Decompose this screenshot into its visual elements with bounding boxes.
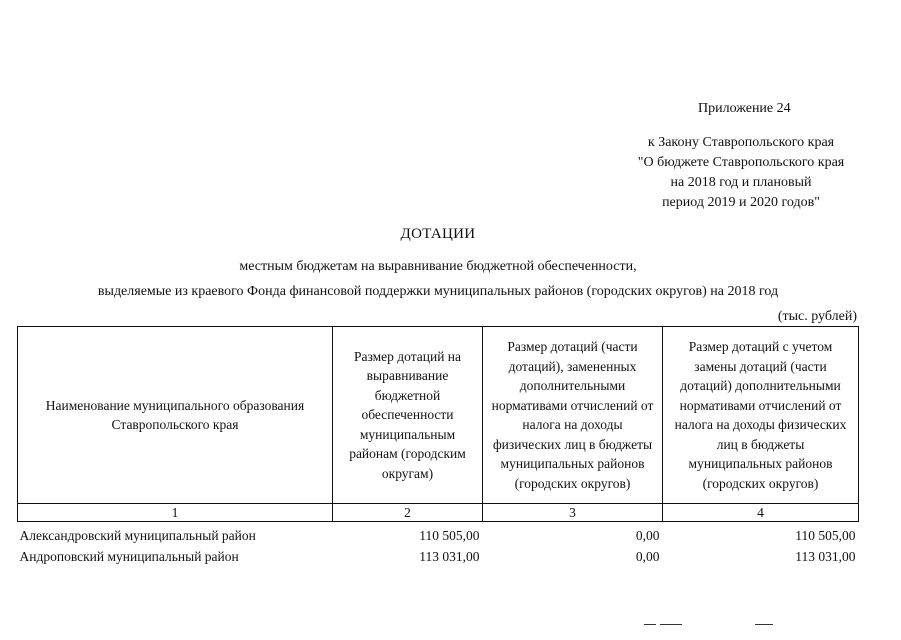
document-subtitle-line-2: выделяемые из краевого Фонда финансовой поддержки муниципальных районов (городских округов) на 2018 год — [97, 284, 779, 299]
subsidies-table — [17, 326, 859, 567]
law-reference — [600, 133, 882, 213]
subsidy-after-replacement-value: 110 505,00 — [795, 528, 856, 543]
law-line: к Закону Ставропольского края — [647, 135, 835, 150]
document-subtitle-line-1: местным бюджетам на выравнивание бюджетной обеспеченности, — [239, 259, 637, 274]
column-number: 2 — [333, 504, 483, 522]
law-line: на 2018 год и плановый — [670, 175, 812, 190]
equalization-subsidy-value: 110 505,00 — [419, 528, 480, 543]
replaced-subsidy-value: 0,00 — [635, 549, 660, 564]
municipality-name: Андроповский муниципальный район — [19, 549, 239, 564]
subsidy-after-replacement-value: 113 031,00 — [795, 549, 856, 564]
law-line: период 2019 и 2020 годов" — [662, 195, 820, 210]
appendix-label: Приложение 24 — [698, 101, 791, 116]
table-row — [18, 522, 859, 547]
column-header-municipality: Наименование муниципального образования Ставропольского края — [18, 327, 333, 504]
scan-mark — [755, 624, 773, 637]
units-label: (тыс. рублей) — [777, 309, 857, 324]
column-header-subsidy-after-replacement: Размер дотаций с учетом замены дотаций (части дотаций) дополнительными нормативами отчислений от налога на доходы физических лиц в бюджеты муниципальных районов (городских округов) — [663, 327, 859, 504]
column-header-equalization-subsidy: Размер дотаций на выравнивание бюджетной обеспеченности муниципальным районам (городским округам) — [333, 327, 483, 504]
scan-mark — [660, 624, 682, 637]
column-header-replaced-subsidy: Размер дотаций (части дотаций), замененных дополнительными нормативами отчислений от налога на доходы физических лиц в бюджеты муниципальных районов (городских округов) — [483, 327, 663, 504]
column-number: 4 — [663, 504, 859, 522]
replaced-subsidy-value: 0,00 — [635, 528, 660, 543]
equalization-subsidy-value: 113 031,00 — [419, 549, 480, 564]
column-number-row — [18, 504, 859, 522]
document-title: ДОТАЦИИ — [400, 226, 476, 242]
scan-mark — [644, 624, 656, 637]
table-row — [18, 546, 859, 567]
municipality-name: Александровский муниципальный район — [19, 528, 256, 543]
table-header-row — [18, 327, 859, 504]
law-line: "О бюджете Ставропольского края — [637, 155, 845, 170]
column-number: 3 — [483, 504, 663, 522]
column-number: 1 — [18, 504, 333, 522]
